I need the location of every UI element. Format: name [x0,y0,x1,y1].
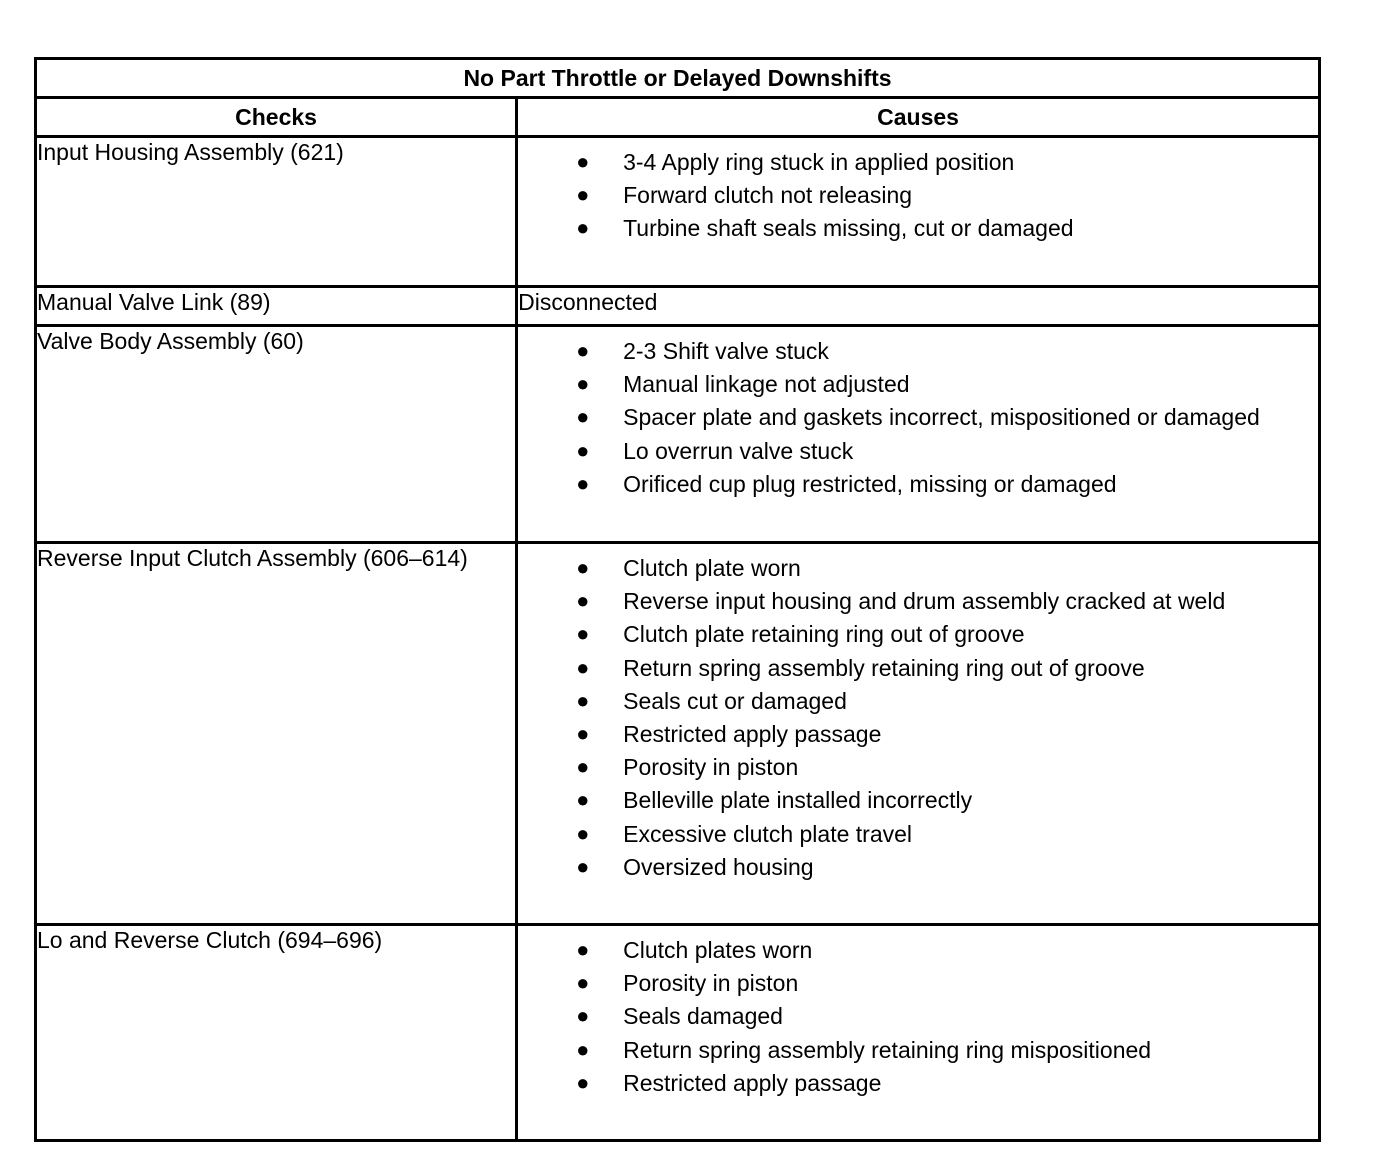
cause-cell [517,543,1320,925]
list-item: ● Lo overrun valve stuck [576,437,854,464]
list-item: ● Seals cut or damaged [576,687,847,714]
bullet-icon: ● [576,754,590,780]
diagnosis-table [34,57,1321,1142]
list-item: ● Clutch plates worn [576,937,813,963]
causes-column-header: Causes [517,98,1320,137]
check-cell: Input Housing Assembly (621) [36,137,517,287]
cause-cell [517,326,1320,543]
check-cell: Valve Body Assembly (60) [36,326,517,543]
list-item: ● Return spring assembly retaining ring mispositioned [576,1036,1152,1063]
bullet-icon: ● [576,1036,590,1062]
bullet-icon: ● [576,654,590,680]
bullet-icon: ● [576,404,590,430]
list-item: ● Reverse input housing and drum assembly cracked at weld [576,588,1226,615]
check-cell: Manual Valve Link (89) [36,287,517,326]
cause-list [518,544,1318,886]
bullet-icon: ● [576,853,590,879]
bullet-icon: ● [576,820,590,846]
bullet-icon: ● [576,621,590,647]
bullet-icon: ● [576,470,590,496]
cause-cell [517,137,1320,287]
list-item: ● Manual linkage not adjusted [576,371,910,398]
bullet-icon: ● [576,588,590,614]
bullet-icon: ● [576,182,590,208]
list-item: ● Turbine shaft seals missing, cut or damaged [576,215,1074,242]
bullet-icon: ● [576,149,590,174]
list-item: ● Belleville plate installed incorrectly [576,787,973,814]
cause-list [518,327,1318,503]
cause-list [518,926,1318,1102]
bullet-icon: ● [576,687,590,713]
list-item: ● Porosity in piston [576,970,799,997]
checks-column-header: Checks [36,98,517,137]
table-row [36,925,1320,1141]
table-row [36,137,1320,287]
cause-cell [517,925,1320,1141]
check-cell: Reverse Input Clutch Assembly (606–614) [36,543,517,925]
table-row [36,543,1320,925]
bullet-icon: ● [576,937,590,962]
list-item: ● Clutch plate retaining ring out of groove [576,621,1025,648]
bullet-icon: ● [576,720,590,746]
list-item: ● Forward clutch not releasing [576,182,913,209]
list-item: ● 2-3 Shift valve stuck [576,338,829,364]
bullet-icon: ● [576,437,590,463]
bullet-icon: ● [576,787,590,813]
list-item: ● Clutch plate worn [576,555,801,581]
list-item: ● Orificed cup plug restricted, missing or damaged [576,470,1117,497]
list-item: ● Return spring assembly retaining ring out of groove [576,654,1145,681]
bullet-icon: ● [576,1003,590,1029]
list-item: ● Restricted apply passage [576,1069,882,1096]
list-item: ● Restricted apply passage [576,720,882,747]
cause-list [518,138,1318,248]
bullet-icon: ● [576,555,590,580]
table-row [36,287,1320,326]
list-item: ● Excessive clutch plate travel [576,820,913,847]
check-cell: Lo and Reverse Clutch (694–696) [36,925,517,1141]
bullet-icon: ● [576,970,590,996]
list-item: ● Seals damaged [576,1003,783,1030]
bullet-icon: ● [576,215,590,241]
bullet-icon: ● [576,338,590,363]
cause-cell: Disconnected [517,287,1320,326]
table-row [36,326,1320,543]
table-title: No Part Throttle or Delayed Downshifts [36,59,1320,98]
list-item: ● 3-4 Apply ring stuck in applied position [576,149,1015,175]
bullet-icon: ● [576,371,590,397]
list-item: ● Porosity in piston [576,754,799,781]
list-item: ● Spacer plate and gaskets incorrect, mispositioned or damaged [576,404,1260,431]
bullet-icon: ● [576,1069,590,1095]
list-item: ● Oversized housing [576,853,814,880]
